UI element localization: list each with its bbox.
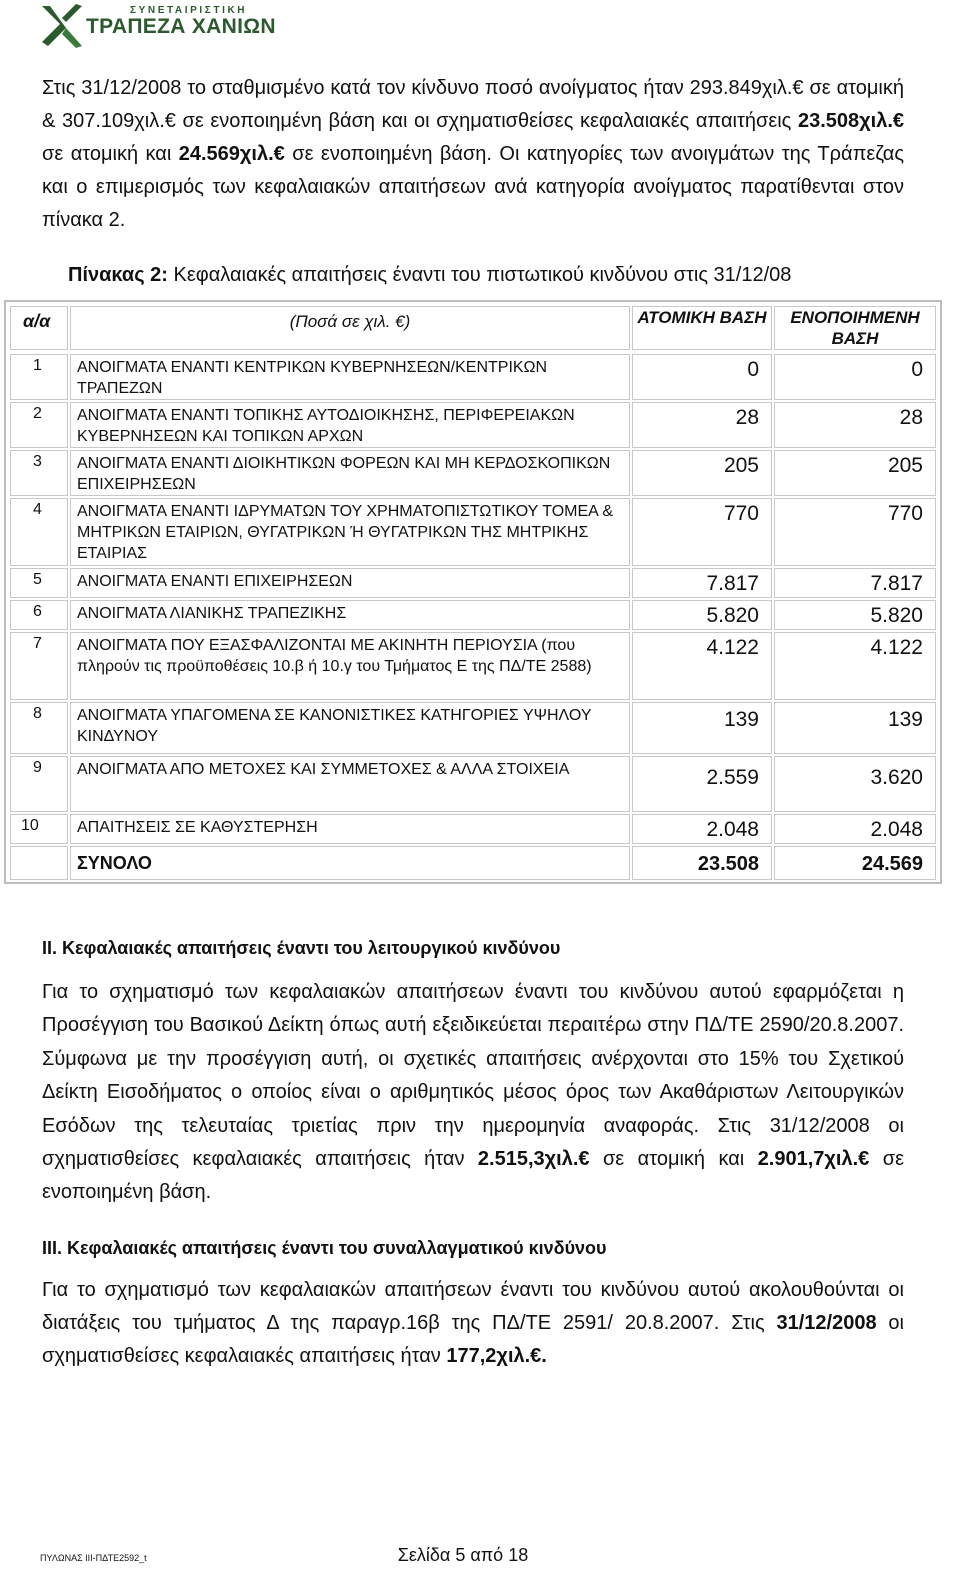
row-desc: ΑΝΟΙΓΜΑΤΑ ΛΙΑΝΙΚΗΣ ΤΡΑΠΕΖΙΚΗΣ [70, 600, 630, 630]
section2-paragraph: Για το σχηματισμό των κεφαλαιακών απαιτήσεων έναντι του κινδύνου αυτού εφαρμόζεται η Προσέγγιση του Βασικού Δείκτη όπως αυτή εξειδικεύεται περαιτέρω στην ΠΔ/ΤΕ 2590/20.8.2007. Σύμφωνα με την προσέγγιση αυτή, οι σχετικές απαιτήσεις ανέρχονται στο 15% του Σχετικού Δείκτη Εισοδήματος ο οποίος είναι ο αριθμητικός μέσος όρος των Ακαθάριστων Λειτουργικών Εσόδων της τελευταίας τριετίας πριν την ημερομηνία αναφοράς. Στις 31/12/2008 οι σχηματισθείσες κεφαλαιακές απαιτήσεις ήταν 2.515,3χιλ.€ σε ατομική και 2.901,7χιλ.€ σε ενοποιημένη βάση. [42, 981, 904, 1204]
row-idx: 3 [10, 450, 68, 496]
bank-logo-icon [38, 2, 86, 50]
row-consolidated: 770 [774, 498, 936, 566]
row-idx: 8 [10, 702, 68, 754]
section3-heading: III. Κεφαλαιακές απαιτήσεις έναντι του συναλλαγματικού κινδύνου [42, 1238, 607, 1258]
row-desc: ΑΝΟΙΓΜΑΤΑ ΑΠΟ ΜΕΤΟΧΕΣ ΚΑΙ ΣΥΜΜΕΤΟΧΕΣ & ΑΛΛΑ ΣΤΟΙΧΕΙΑ [70, 756, 630, 812]
row-individual: 205 [632, 450, 772, 496]
row-desc: ΑΝΟΙΓΜΑΤΑ ΥΠΑΓΟΜΕΝΑ ΣΕ ΚΑΝΟΝΙΣΤΙΚΕΣ ΚΑΤΗΓΟΡΙΕΣ ΥΨΗΛΟΥ ΚΙΝΔΥΝΟΥ [70, 702, 630, 754]
section3-paragraph: Για το σχηματισμό των κεφαλαιακών απαιτήσεων έναντι του κινδύνου αυτού ακολουθούνται οι διατάξεις του τμήματος Δ της παραγρ.16β της ΠΔ/ΤΕ 2591/ 20.8.2007. Στις 31/12/2008 οι σχηματισθείσες κεφαλαιακές απαιτήσεις ήταν 177,2χιλ.€. [42, 1279, 905, 1367]
row-individual: 0 [632, 354, 772, 400]
row-idx: 2 [10, 402, 68, 448]
row-idx: 5 [10, 568, 68, 598]
row-idx: 9 [10, 756, 68, 812]
row-desc: ΑΝΟΙΓΜΑΤΑ ΕΝΑΝΤΙ ΤΟΠΙΚΗΣ ΑΥΤΟΔΙΟΙΚΗΣΗΣ, ΠΕΡΙΦΕΡΕΙΑΚΩΝ ΚΥΒΕΡΝΗΣΕΩΝ ΚΑΙ ΤΟΠΙΚΩΝ ΑΡΧΩΝ [70, 402, 630, 448]
row-individual: 5.820 [632, 600, 772, 630]
row-individual: 2.559 [632, 756, 772, 812]
row-individual: 4.122 [632, 632, 772, 700]
row-consolidated: 5.820 [774, 600, 936, 630]
total-idx-cell [10, 846, 68, 880]
row-individual: 2.048 [632, 814, 772, 844]
row-idx: 7 [10, 632, 68, 700]
total-individual: 23.508 [632, 846, 772, 880]
row-individual: 28 [632, 402, 772, 448]
row-idx: 4 [10, 498, 68, 566]
capital-requirements-table [4, 300, 942, 884]
row-desc: ΑΝΟΙΓΜΑΤΑ ΕΝΑΝΤΙ ΔΙΟΙΚΗΤΙΚΩΝ ΦΟΡΕΩΝ ΚΑΙ ΜΗ ΚΕΡΔΟΣΚΟΠΙΚΩΝ ΕΠΙΧΕΙΡΗΣΕΩΝ [70, 450, 630, 496]
table-caption: Πίνακας 2: Κεφαλαιακές απαιτήσεις έναντι του πιστωτικού κινδύνου στις 31/12/08 [68, 264, 792, 286]
row-individual: 7.817 [632, 568, 772, 598]
section2-heading: II. Κεφαλαιακές απαιτήσεις έναντι του λειτουργικού κινδύνου [42, 938, 561, 958]
row-desc: ΑΝΟΙΓΜΑΤΑ ΕΝΑΝΤΙ ΕΠΙΧΕΙΡΗΣΕΩΝ [70, 568, 630, 598]
logo-subtitle: ΣΥΝΕΤΑΙΡΙΣΤΙΚΗ [130, 5, 248, 16]
header-individual: ΑΤΟΜΙΚΗ ΒΑΣΗ [632, 306, 772, 350]
row-desc: ΑΝΟΙΓΜΑΤΑ ΕΝΑΝΤΙ ΙΔΡΥΜΑΤΩΝ ΤΟΥ ΧΡΗΜΑΤΟΠΙΣΤΩΤΙΚΟΥ ΤΟΜΕΑ & ΜΗΤΡΙΚΩΝ ΕΤΑΙΡΙΩΝ, ΘΥΓΑΤΡΙΚΩΝ Ή ΘΥΓΑΤΡΙΚΩΝ ΤΗΣ ΜΗΤΡΙΚΗΣ ΕΤΑΙΡΙΑΣ [70, 498, 630, 566]
row-desc: ΑΝΟΙΓΜΑΤΑ ΕΝΑΝΤΙ ΚΕΝΤΡΙΚΩΝ ΚΥΒΕΡΝΗΣΕΩΝ/ΚΕΝΤΡΙΚΩΝ ΤΡΑΠΕΖΩΝ [70, 354, 630, 400]
row-desc: ΑΝΟΙΓΜΑΤΑ ΠΟΥ ΕΞΑΣΦΑΛΙΖΟΝΤΑΙ ΜΕ ΑΚΙΝΗΤΗ ΠΕΡΙΟΥΣΙΑ (που πληρούν τις προϋποθέσεις 10.β ή 10.γ του Τμήματος Ε της ΠΔ/ΤΕ 2588) [70, 632, 630, 700]
header-idx: α/α [10, 306, 68, 350]
footer-page-number: Σελίδα 5 από 18 [397, 1545, 529, 1565]
total-consolidated: 24.569 [774, 846, 936, 880]
header-consolidated: ΕΝΟΠΟΙΗΜΕΝΗ ΒΑΣΗ [774, 306, 936, 350]
row-consolidated: 139 [774, 702, 936, 754]
row-idx: 6 [10, 600, 68, 630]
row-individual: 139 [632, 702, 772, 754]
row-consolidated: 2.048 [774, 814, 936, 844]
intro-paragraph: Στις 31/12/2008 το σταθμισμένο κατά τον κίνδυνο ποσό ανοίγματος ήταν 293.849χιλ.€ σε ατομική & 307.109χιλ.€ σε ενοποιημένη βάση και οι σχηματισθείσες κεφαλαιακές απαιτήσεις 23.508χιλ.€ σε ατομική και 24.569χιλ.€ σε ενοποιημένη βάση. Οι κατηγορίες των ανοιγμάτων της Τράπεζας και ο επιμερισμός των κεφαλαιακών απαιτήσεων ανά κατηγορία ανοίγματος παρατίθενται στον πίνακα 2. [42, 77, 904, 231]
logo-title: ΤΡΑΠΕΖΑ ΧΑΝΙΩΝ [86, 15, 276, 38]
row-idx: 10 [10, 814, 68, 844]
header-desc: (Ποσά σε χιλ. €) [70, 306, 630, 350]
row-consolidated: 7.817 [774, 568, 936, 598]
row-individual: 770 [632, 498, 772, 566]
row-desc: ΑΠΑΙΤΗΣΕΙΣ ΣΕ ΚΑΘΥΣΤΕΡΗΣΗ [70, 814, 630, 844]
row-consolidated: 3.620 [774, 756, 936, 812]
row-consolidated: 0 [774, 354, 936, 400]
row-consolidated: 205 [774, 450, 936, 496]
row-idx: 1 [10, 354, 68, 400]
total-label: ΣΥΝΟΛΟ [70, 846, 630, 880]
row-consolidated: 28 [774, 402, 936, 448]
bank-logo [38, 2, 276, 52]
footer-doc-code: ΠΥΛΩΝΑΣ ΙΙΙ-ΠΔΤΕ2592_t [40, 1553, 147, 1563]
row-consolidated: 4.122 [774, 632, 936, 700]
